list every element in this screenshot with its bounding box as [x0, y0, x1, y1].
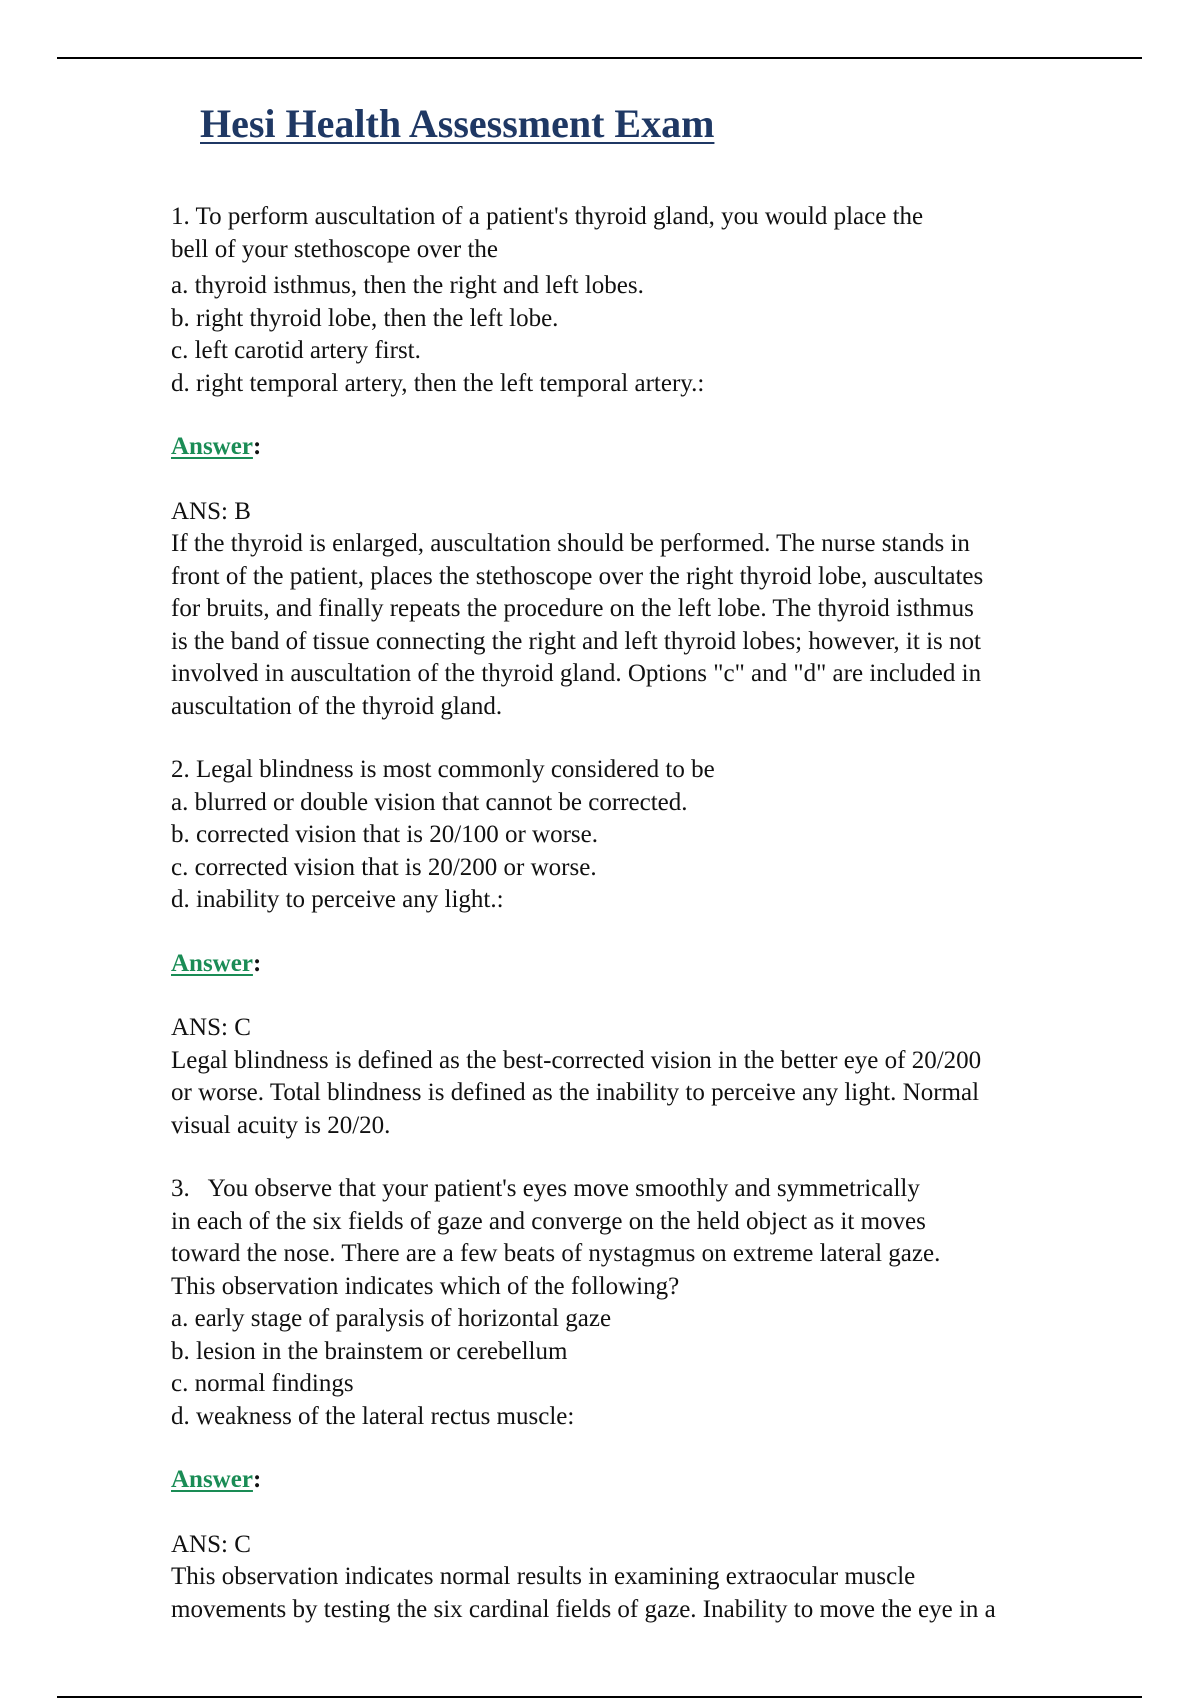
rationale [171, 1045, 1101, 1143]
rationale-line: front of the patient, places the stethoscope over the right thyroid lobe, auscultates [171, 562, 984, 590]
option-c: c. normal findings [171, 1370, 354, 1397]
rationale-line: If the thyroid is enlarged, auscultation should be performed. The nurse stands in [171, 530, 970, 557]
rationale-line: is the band of tissue connecting the right and left thyroid lobes; however, it is not [171, 627, 981, 655]
rationale-line: for bruits, and finally repeats the procedure on the left lobe. The thyroid isthmus [171, 595, 974, 622]
stem-line: 3. You observe that your patient's eyes move smoothly and symmetrically [171, 1175, 920, 1202]
bottom-rule [57, 1696, 1142, 1698]
question-3 [171, 1173, 1101, 1626]
option-list [171, 270, 1101, 400]
rationale-line: movements by testing the six cardinal fields of gaze. Inability to move the eye in a [171, 1595, 996, 1623]
question-stem [171, 1173, 1101, 1303]
stem-line: in each of the six fields of gaze and converge on the held object as it moves [171, 1207, 926, 1235]
question-2 [171, 754, 1101, 1142]
question-stem [171, 754, 1101, 787]
rationale-line: This observation indicates normal results in examining extraocular muscle [171, 1563, 916, 1590]
rationale-line: visual acuity is 20/20. [171, 1111, 391, 1139]
rationale-line: Legal blindness is defined as the best-corrected vision in the better eye of 20/200 [171, 1046, 982, 1074]
option-b: b. corrected vision that is 20/100 or worse. [171, 821, 598, 848]
answer-key: ANS: B [171, 497, 251, 525]
answer-key: ANS: C [171, 1530, 251, 1558]
option-a: a. blurred or double vision that cannot be corrected. [171, 788, 688, 816]
rationale [171, 528, 1101, 723]
option-c: c. left carotid artery first. [171, 337, 421, 364]
stem-line: bell of your stethoscope over the [171, 235, 498, 263]
rationale [171, 1561, 1101, 1626]
answer-label: Answer [171, 949, 253, 977]
document-title: Hesi Health Assessment Exam [200, 101, 715, 146]
answer-label: Answer [171, 1466, 253, 1493]
stem-line: 2. Legal blindness is most commonly considered to be [171, 756, 715, 783]
top-rule [57, 57, 1142, 59]
option-d: d. inability to perceive any light.: [171, 886, 504, 913]
stem-line: 1. To perform auscultation of a patient's thyroid gland, you would place the [171, 203, 924, 230]
option-d: d. right temporal artery, then the left temporal artery.: [171, 369, 705, 397]
question-1 [171, 201, 1101, 723]
rationale-line: involved in auscultation of the thyroid gland. Options "c" and "d" are included in [171, 660, 982, 687]
option-list [171, 787, 1101, 917]
answer-colon: : [252, 433, 262, 460]
option-d: d. weakness of the lateral rectus muscle: [171, 1402, 575, 1430]
stem-line: This observation indicates which of the following? [171, 1272, 680, 1300]
answer-key: ANS: C [171, 1014, 251, 1041]
option-c: c. corrected vision that is 20/200 or worse. [171, 853, 597, 881]
answer-heading [171, 431, 1101, 464]
rationale-line: or worse. Total blindness is defined as the inability to perceive any light. Normal [171, 1079, 980, 1106]
answer-label: Answer [171, 433, 253, 460]
answer-colon: : [252, 1466, 262, 1493]
option-b: b. right thyroid lobe, then the left lobe. [171, 304, 559, 332]
option-b: b. lesion in the brainstem or cerebellum [171, 1337, 568, 1365]
answer-heading [171, 948, 1101, 981]
rationale-line: auscultation of the thyroid gland. [171, 692, 503, 720]
answer-colon: : [252, 949, 262, 977]
answer-heading [171, 1464, 1101, 1497]
question-stem [171, 201, 1101, 266]
option-a: a. thyroid isthmus, then the right and left lobes. [171, 272, 644, 299]
stem-line: toward the nose. There are a few beats of nystagmus on extreme lateral gaze. [171, 1240, 941, 1267]
document-body [171, 201, 1101, 1657]
option-a: a. early stage of paralysis of horizontal gaze [171, 1305, 612, 1332]
option-list [171, 1303, 1101, 1433]
